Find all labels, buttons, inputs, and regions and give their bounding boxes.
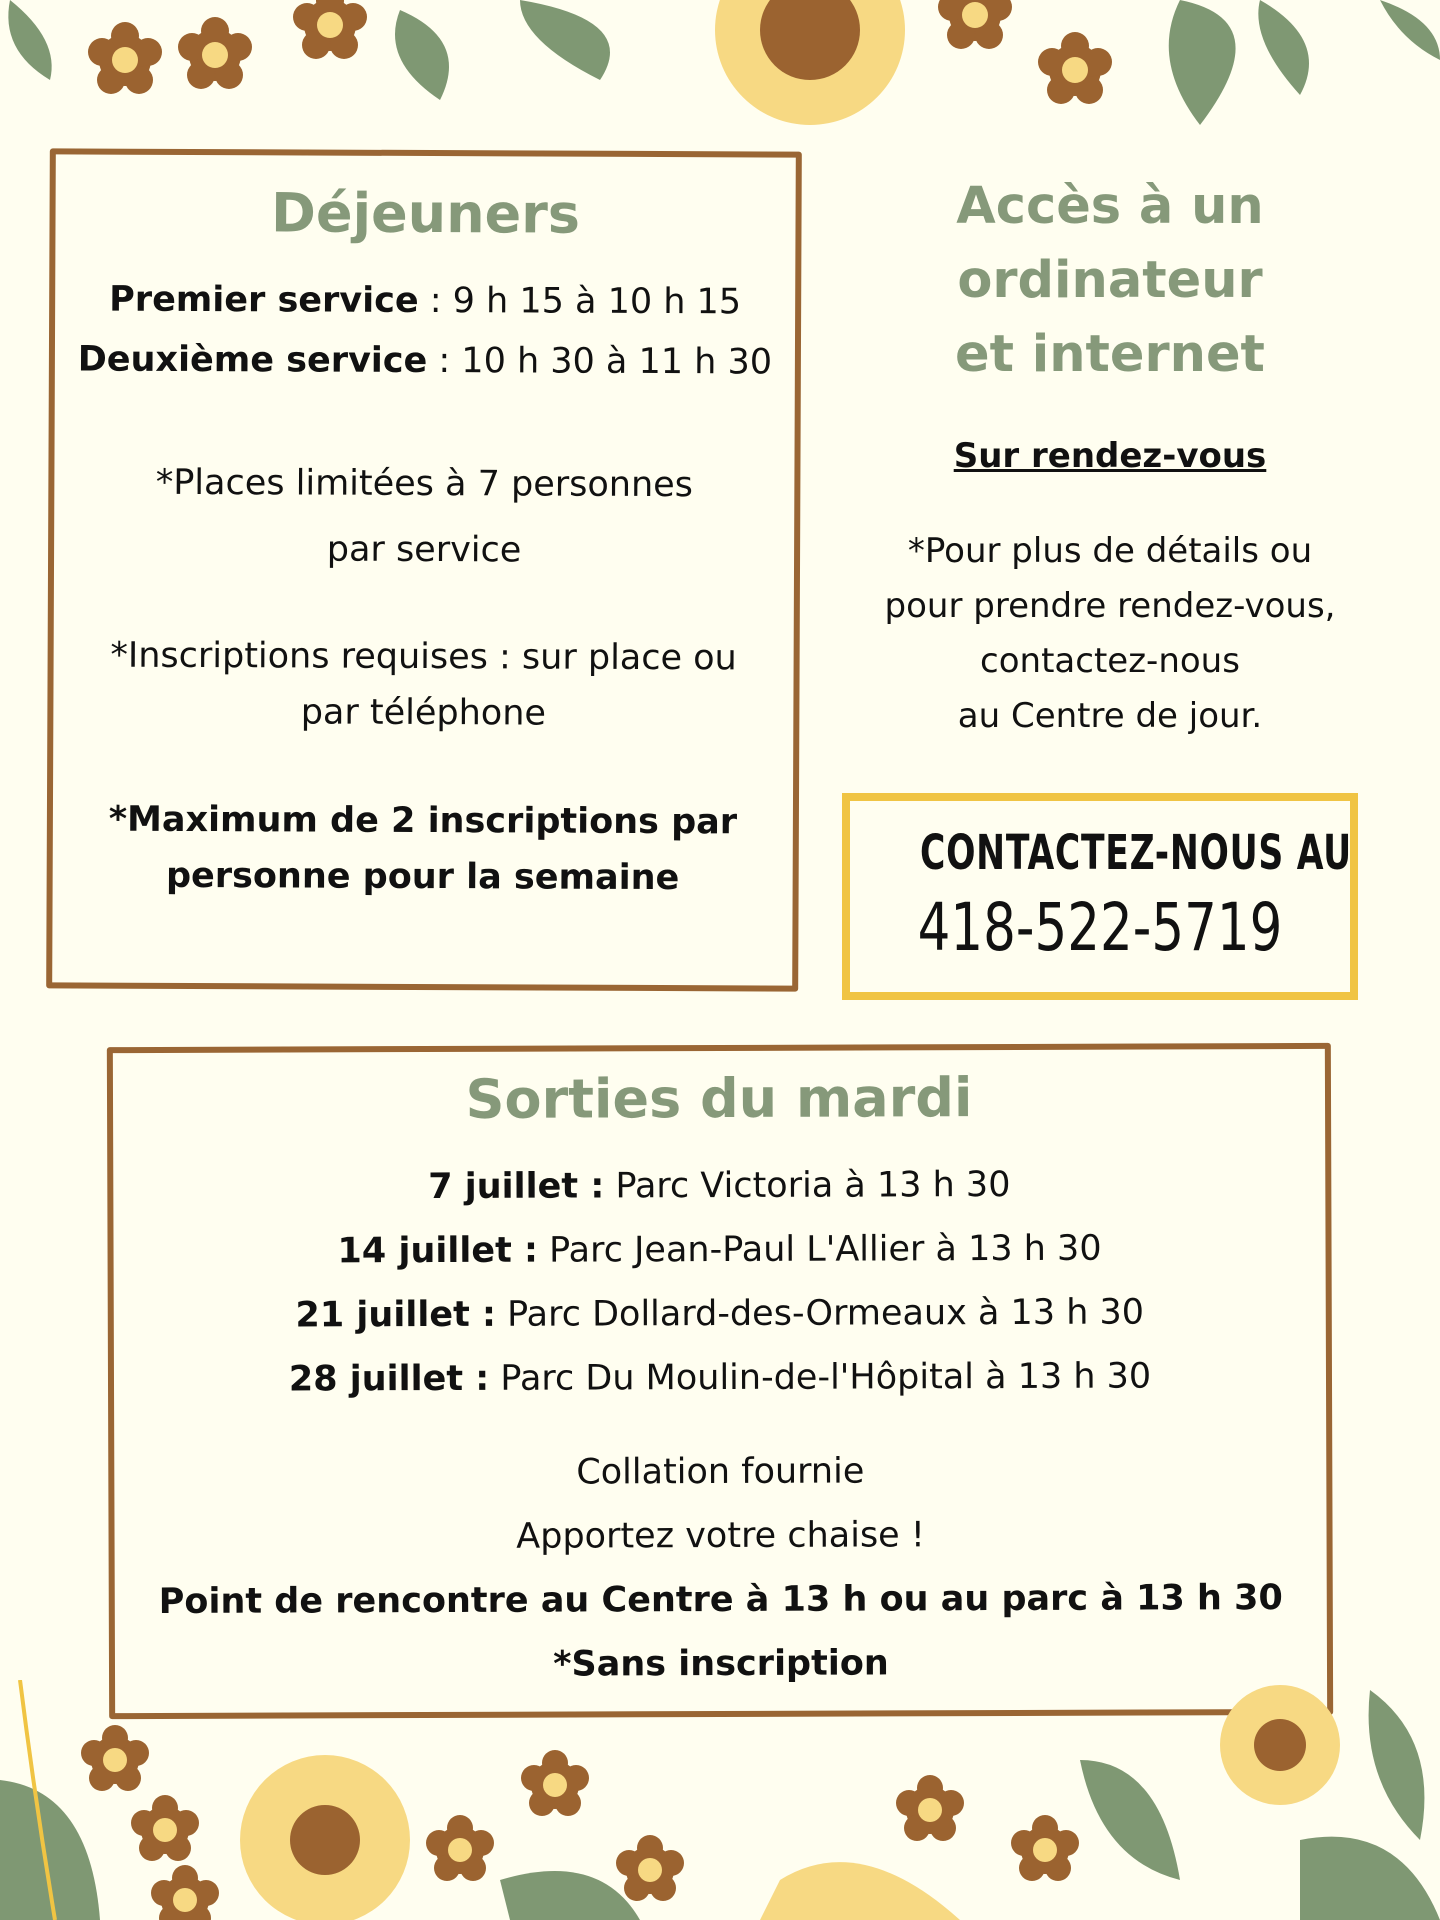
outing-date: 28 juillet : bbox=[288, 1358, 490, 1400]
outing-place: Parc Du Moulin-de-l'Hôpital à 13 h 30 bbox=[489, 1356, 1152, 1399]
outing-place: Parc Dollard-des-Ormeaux à 13 h 30 bbox=[495, 1292, 1145, 1335]
sorties-notes bbox=[114, 1438, 1327, 1698]
collation-note: Collation fournie bbox=[576, 1451, 865, 1493]
outing-date: 14 juillet : bbox=[337, 1230, 539, 1272]
details-line: contactez-nous bbox=[980, 641, 1240, 681]
service-line bbox=[55, 269, 795, 332]
service-line bbox=[55, 329, 795, 392]
outing-place: Parc Jean-Paul L'Allier à 13 h 30 bbox=[537, 1228, 1102, 1271]
service-time: : 9 h 15 à 10 h 15 bbox=[418, 280, 742, 323]
maximum-line: personne pour la semaine bbox=[165, 855, 680, 899]
chaise-note: Apportez votre chaise ! bbox=[516, 1515, 925, 1557]
outing-item bbox=[113, 1216, 1325, 1284]
details-line: *Pour plus de détails ou bbox=[907, 531, 1313, 571]
inscriptions-line: par téléphone bbox=[300, 692, 547, 734]
outing-item bbox=[114, 1344, 1326, 1412]
service-label: Deuxième service bbox=[77, 339, 428, 382]
outing-place: Parc Victoria à 13 h 30 bbox=[604, 1164, 1011, 1207]
inscriptions-line: *Inscriptions requises : sur place ou bbox=[110, 635, 737, 679]
floral-decoration-top bbox=[0, 0, 1440, 140]
dejeuners-panel bbox=[46, 148, 802, 991]
rendez-vous-label: Sur rendez-vous bbox=[953, 436, 1267, 476]
places-line: par service bbox=[326, 529, 522, 571]
sorties-panel bbox=[107, 1043, 1333, 1719]
maximum-line: *Maximum de 2 inscriptions par bbox=[108, 799, 738, 843]
details-line: au Centre de jour. bbox=[957, 696, 1263, 736]
outings-list bbox=[113, 1152, 1326, 1412]
details-line: pour prendre rendez-vous, bbox=[884, 586, 1336, 626]
service-schedule bbox=[55, 269, 796, 392]
sans-inscription-note: *Sans inscription bbox=[553, 1643, 889, 1685]
contact-box bbox=[842, 793, 1358, 1000]
places-note bbox=[54, 453, 795, 580]
ordinateur-details bbox=[800, 524, 1420, 744]
inscriptions-note bbox=[53, 627, 793, 742]
contact-phone[interactable]: 418-522-5719 bbox=[917, 889, 1283, 966]
outing-item bbox=[114, 1280, 1326, 1348]
maximum-note bbox=[53, 791, 793, 906]
ordinateur-title-line: et internet bbox=[955, 325, 1265, 384]
service-time: : 10 h 30 à 11 h 30 bbox=[427, 341, 773, 383]
ordinateur-title bbox=[800, 170, 1420, 392]
outing-item bbox=[113, 1152, 1325, 1220]
dejeuners-title: Déjeuners bbox=[270, 181, 581, 246]
places-line: *Places limitées à 7 personnes bbox=[155, 462, 694, 506]
service-label: Premier service bbox=[109, 279, 419, 321]
rencontre-note: Point de rencontre au Centre à 13 h ou au parc à 13 h 30 bbox=[158, 1578, 1283, 1622]
contact-label: CONTACTEZ-NOUS AU bbox=[920, 825, 1352, 881]
sorties-title: Sorties du mardi bbox=[465, 1066, 973, 1131]
ordinateur-section bbox=[800, 170, 1420, 744]
outing-date: 7 juillet : bbox=[428, 1166, 605, 1208]
ordinateur-title-line: Accès à un ordinateur bbox=[956, 177, 1264, 310]
outing-date: 21 juillet : bbox=[295, 1294, 497, 1336]
